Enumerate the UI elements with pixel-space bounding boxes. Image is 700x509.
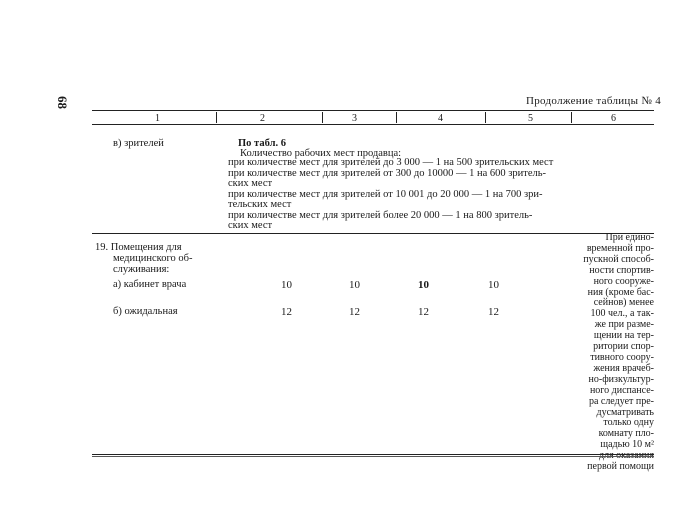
note-line: ного сооруже- (593, 275, 654, 287)
item-label-waiting-room: б) ожидальная (113, 306, 178, 317)
header-top-rule (92, 110, 654, 111)
row-19-label-line: служивания: (113, 264, 170, 275)
note-line: жения врачеб- (593, 362, 654, 374)
column-number-6: 6 (611, 113, 616, 124)
note-line: При едино- (605, 232, 654, 243)
value-cell: 12 (418, 306, 429, 318)
column-number-5: 5 (528, 113, 533, 124)
norm-line: ских мест (228, 178, 273, 189)
header-bottom-rule (92, 124, 654, 125)
value-cell: 12 (488, 306, 499, 318)
note-line: комнату пло- (598, 428, 654, 440)
note-line: ния (кроме бас- (587, 286, 654, 298)
row-label-spectators: в) зрителей (113, 138, 164, 149)
row-19-label-line: 19. Помещения для (95, 242, 182, 253)
column-6-note (574, 233, 654, 473)
note-line: ности спортив- (589, 264, 654, 276)
norm-line: ских мест (228, 220, 273, 231)
note-line: же при разме- (594, 319, 654, 331)
note-line: только одну (603, 417, 654, 429)
table-bottom-rule-2 (92, 456, 654, 457)
table-continuation-caption: Продолжение таблицы № 4 (526, 95, 662, 107)
note-line: тивного соору- (590, 351, 654, 363)
note-line: пускной способ- (583, 253, 654, 265)
value-cell: 10 (281, 279, 292, 291)
column-number-2: 2 (260, 113, 265, 124)
column-number-4: 4 (438, 113, 443, 124)
norm-line: при количестве мест для зрителей более 20 000 — 1 на 800 зритель- (228, 209, 533, 221)
column-number-1: 1 (155, 113, 160, 124)
column-divider (396, 112, 397, 123)
row-reference: По табл. 6 (238, 138, 286, 149)
note-line: сейнов) менее (593, 297, 654, 309)
row-title: Количество рабочих мест продавца: (240, 148, 402, 159)
note-line: временной про- (586, 242, 654, 254)
item-label-doctor-office: а) кабинет врача (113, 279, 187, 290)
norm-line: при количестве мест для зрителей до 3 000 — 1 на 500 зрительских мест (228, 157, 554, 168)
column-divider (485, 112, 486, 123)
page-number: 68 (55, 96, 70, 109)
note-line: первой помощи (587, 461, 654, 473)
table-bottom-rule (92, 454, 654, 455)
note-line: ного диспансе- (589, 384, 654, 396)
note-line: щении на тер- (593, 330, 654, 342)
norm-line: при количестве мест для зрителей от 300 до 10000 — 1 на 600 зритель- (228, 167, 547, 179)
column-divider (216, 112, 217, 123)
value-cell: 12 (281, 306, 292, 318)
note-line: ритории спор- (593, 341, 654, 353)
note-line: дусматривать (596, 406, 654, 418)
value-cell: 10 (349, 279, 360, 291)
value-cell: 12 (349, 306, 360, 318)
value-cell: 10 (488, 279, 499, 291)
note-line: ра следует пре- (588, 395, 654, 407)
note-line: 100 чел., а так- (590, 308, 654, 320)
column-divider (571, 112, 572, 123)
norm-line: тельских мест (228, 199, 292, 210)
column-divider (322, 112, 323, 123)
row-19-label-line: медицинского об- (113, 253, 193, 264)
norm-line: при количестве мест для зрителей от 10 001 до 20 000 — 1 на 700 зри- (228, 188, 543, 200)
note-line: щадью 10 м² (600, 439, 654, 451)
row-separator (92, 233, 654, 234)
note-line: но-физкультур- (588, 373, 654, 385)
value-cell: 10 (418, 279, 429, 291)
column-number-3: 3 (352, 113, 357, 124)
